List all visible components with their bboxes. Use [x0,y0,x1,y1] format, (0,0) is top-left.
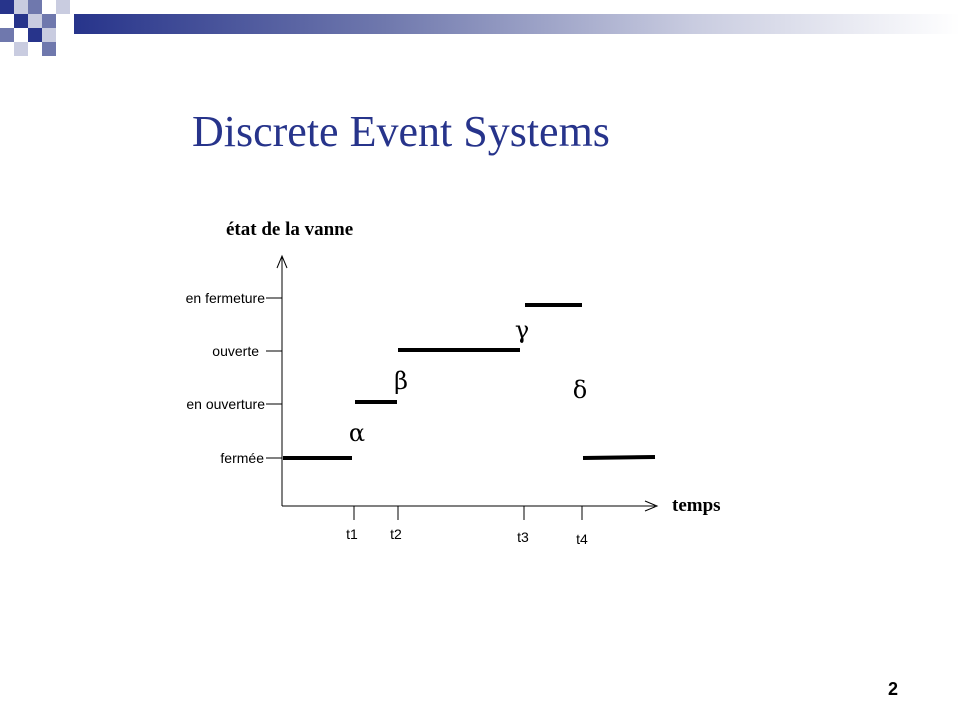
event-beta: β [394,367,408,395]
slide-number: 2 [888,679,899,699]
y-ticks [266,298,282,458]
time-label-t1: t1 [346,526,358,542]
event-gamma: γ [514,316,530,344]
time-label-t3: t3 [517,529,529,545]
y-axis-label: état de la vanne [226,219,354,240]
time-label-t4: t4 [576,531,588,547]
state-label-en-ouverture: en ouverture [186,396,265,412]
state-label-ouverte: ouverte [212,343,259,359]
state-label-fermee: fermée [220,450,264,466]
event-alpha: α [348,419,366,447]
axes [277,256,657,511]
time-label-t2: t2 [390,526,402,542]
state-segments [283,305,655,458]
x-ticks [354,506,582,520]
event-delta: δ [572,376,588,404]
state-label-en-fermeture: en fermeture [185,290,265,306]
x-axis-label: temps [672,495,721,516]
slide-title: Discrete Event Systems [192,107,610,156]
segment-fermee-final [583,457,655,458]
